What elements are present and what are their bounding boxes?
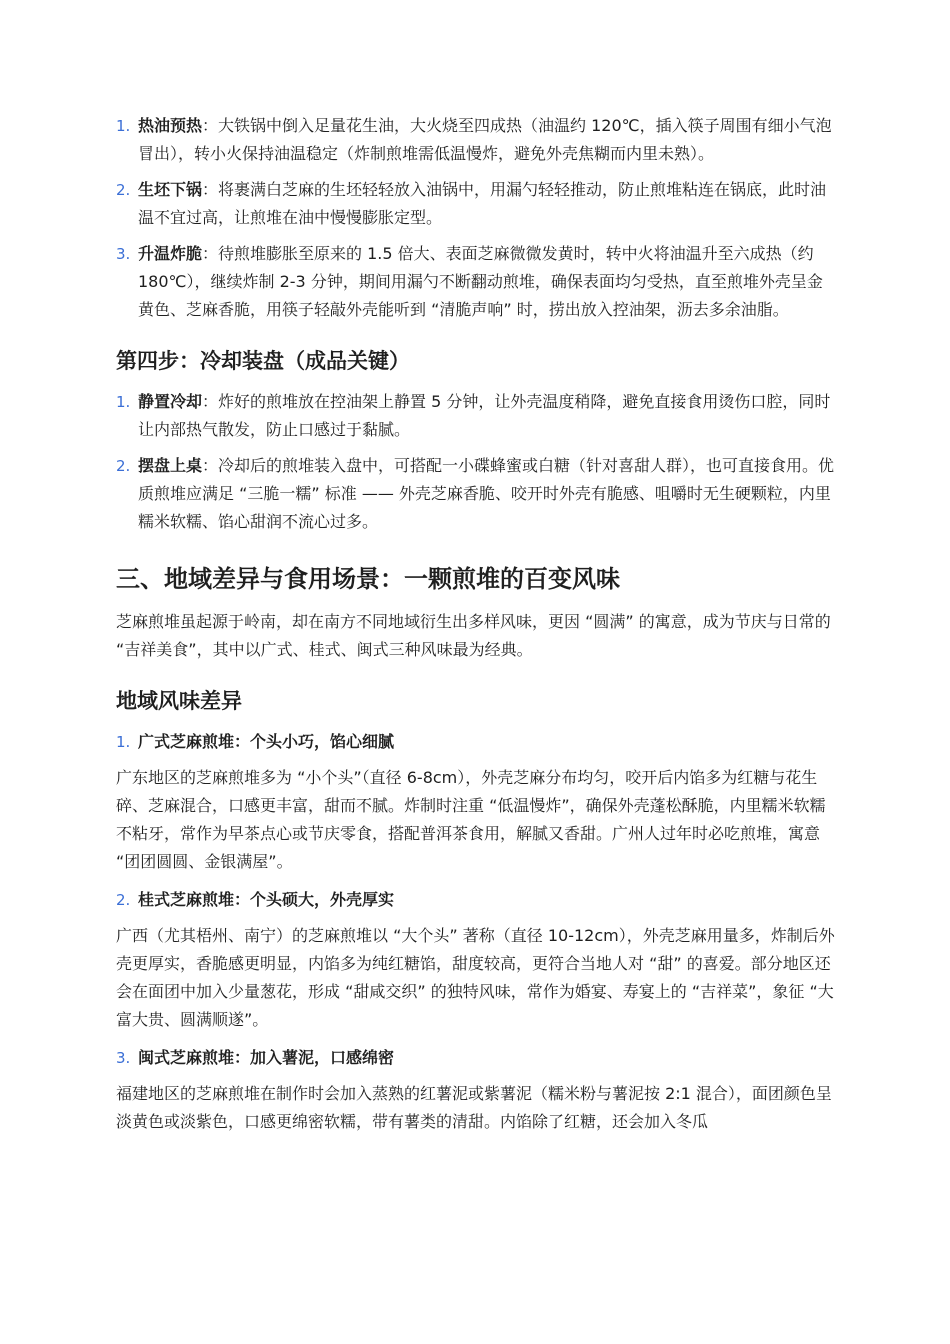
style-paragraph: 广西（尤其梧州、南宁）的芝麻煎堆以 “大个头” 著称（直径 10-12cm），外壳芝麻用量多，炸制后外壳更厚实，香脆感更明显，内馅多为纯红糖馅，甜度较高，更符合当地人对 “甜” 的喜爱。部分地区还会在面团中加入少量葱花，形成 “甜咸交织” 的独特风味，常作为婚宴、寿宴上的 “吉祥菜”，象征 “大富大贵、圆满顺遂”。 bbox=[116, 926, 835, 1029]
list-number: 2. bbox=[116, 457, 131, 475]
item-title: 摆盘上桌 bbox=[138, 456, 203, 475]
step3-list bbox=[116, 112, 838, 324]
style-paragraph: 福建地区的芝麻煎堆在制作时会加入蒸熟的红薯泥或紫薯泥（糯米粉与薯泥按 2:1 混合），面团颜色呈淡黄色或淡紫色，口感更绵密软糯，带有薯类的清甜。内馅除了红糖，还会加入冬瓜 bbox=[116, 1084, 832, 1131]
item-title: 生坯下锅 bbox=[138, 180, 203, 199]
item-text: ：冷却后的煎堆装入盘中，可搭配一小碟蜂蜜或白糖（针对喜甜人群），也可直接食用。优质煎堆应满足 “三脆一糯” 标准 —— 外壳芝麻香脆、咬开时外壳有脆感、咀嚼时无生硬颗粒，内里糯米软糯、馅心甜润不流心过多。 bbox=[138, 456, 835, 531]
document-page bbox=[116, 112, 838, 1146]
style-title: 广式芝麻煎堆：个头小巧，馅心细腻 bbox=[138, 732, 395, 751]
list-number: 2. bbox=[116, 891, 131, 909]
item-text: ：待煎堆膨胀至原来的 1.5 倍大、表面芝麻微微发黄时，转中火将油温升至六成热（约 180℃），继续炸制 2-3 分钟，期间用漏勺不断翻动煎堆，确保表面均匀受热，直至煎堆外壳呈金黄色、芝麻香脆，用筷子轻敲外壳能听到 “清脆声响” 时，捞出放入控油架，沥去多余油脂。 bbox=[138, 244, 823, 319]
list-number: 2. bbox=[116, 181, 131, 199]
list-number: 1. bbox=[116, 733, 131, 751]
item-text: ：炸好的煎堆放在控油架上静置 5 分钟，让外壳温度稍降，避免直接食用烫伤口腔，同时让内部热气散发，防止口感过于黏腻。 bbox=[138, 392, 831, 439]
list-number: 1. bbox=[116, 393, 131, 411]
style-heading bbox=[116, 728, 838, 756]
style-heading bbox=[116, 886, 838, 914]
list-item bbox=[116, 176, 838, 232]
style-paragraph: 广东地区的芝麻煎堆多为 “小个头”（直径 6-8cm），外壳芝麻分布均匀，咬开后内馅多为红糖与花生碎、芝麻混合，口感更丰富，甜而不腻。炸制时注重 “低温慢炸”，确保外壳蓬松酥脆，内里糯米软糯不粘牙，常作为早茶点心或节庆零食，搭配普洱茶食用，解腻又香甜。广州人过年时必吃煎堆，寓意 “团团圆圆、金银满屋”。 bbox=[116, 768, 826, 871]
item-title: 热油预热 bbox=[138, 116, 203, 135]
style-heading bbox=[116, 1044, 838, 1072]
list-number: 3. bbox=[116, 1049, 131, 1067]
style-title: 桂式芝麻煎堆：个头硕大，外壳厚实 bbox=[138, 890, 395, 909]
style-title: 闽式芝麻煎堆：加入薯泥，口感绵密 bbox=[138, 1048, 395, 1067]
regional-subheading: 地域风味差异 bbox=[116, 689, 242, 713]
list-number: 3. bbox=[116, 245, 131, 263]
list-number: 1. bbox=[116, 117, 131, 135]
list-item bbox=[116, 452, 838, 536]
item-title: 升温炸脆 bbox=[138, 244, 203, 263]
list-item bbox=[116, 388, 838, 444]
list-item bbox=[116, 112, 838, 168]
item-text: ：大铁锅中倒入足量花生油，大火烧至四成热（油温约 120℃，插入筷子周围有细小气泡冒出），转小火保持油温稳定（炸制煎堆需低温慢炸，避免外壳焦糊而内里未熟）。 bbox=[138, 116, 832, 163]
list-item bbox=[116, 240, 838, 324]
section3-intro: 芝麻煎堆虽起源于岭南，却在南方不同地域衍生出多样风味，更因 “圆满” 的寓意，成为节庆与日常的 “吉祥美食”，其中以广式、桂式、闽式三种风味最为经典。 bbox=[116, 612, 831, 659]
section3-heading: 三、地域差异与食用场景：一颗煎堆的百变风味 bbox=[116, 565, 620, 593]
step4-list bbox=[116, 388, 838, 536]
step4-heading: 第四步：冷却装盘（成品关键） bbox=[116, 349, 410, 373]
item-title: 静置冷却 bbox=[138, 392, 203, 411]
item-text: ：将裹满白芝麻的生坯轻轻放入油锅中，用漏勺轻轻推动，防止煎堆粘连在锅底，此时油温不宜过高，让煎堆在油中慢慢膨胀定型。 bbox=[138, 180, 827, 227]
